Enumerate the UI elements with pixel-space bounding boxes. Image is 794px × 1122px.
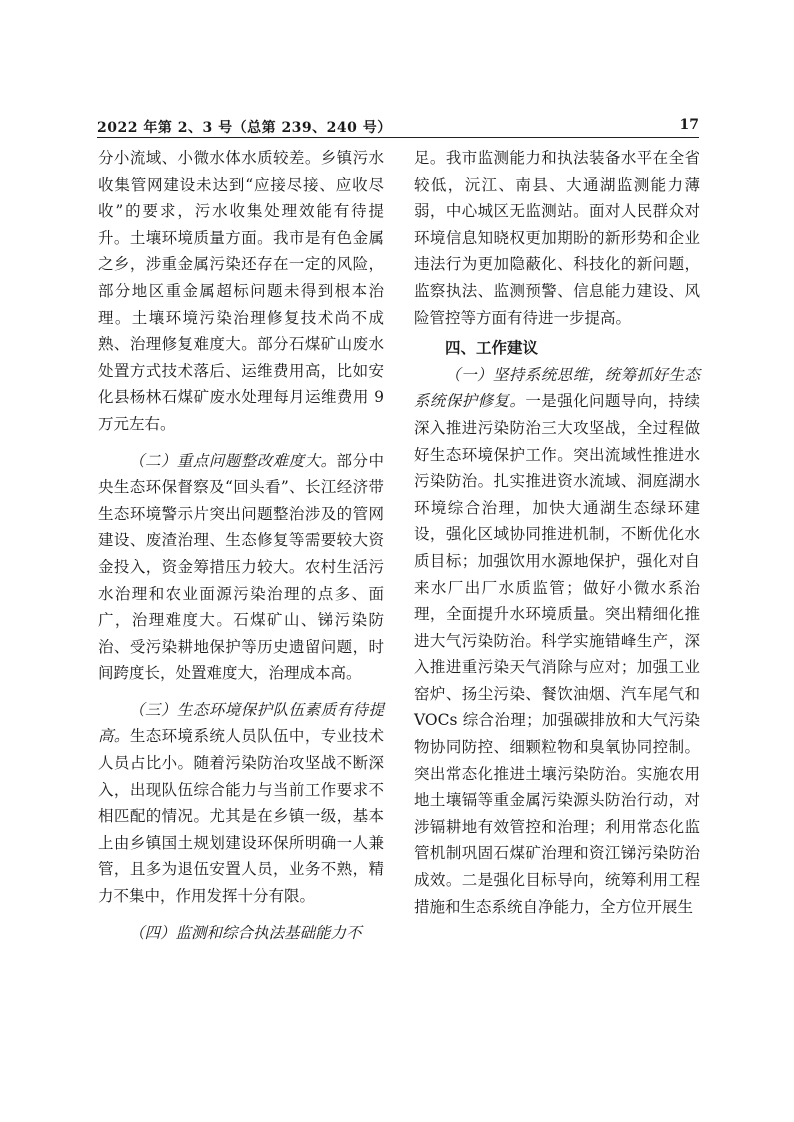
paragraph-body: 一是强化问题导向，持续深入推进污染防治三大攻坚战，全过程做好生态环境保护工作。突出流域性推进水污染防治。扎实推进资水流域、洞庭湖水环境综合治理，加快大通湖生态绿环建设，强化区域协同推进机制，不断优化水质目标；加强饮用水源地保护，强化对自来水厂出厂水质监管；做好小微水系治理，全面提升水环境质量。突出精细化推进大气污染防治。科学实施错峰生产，深入推进重污染天气消除与应对；加强工业窑炉、扬尘污染、餐饮油烟、汽车尾气和 VOCs 综合治理；加强碳排放和大气污染物协同防控、细颗粒物和臭氧协同控制。突出常态化推进土壤污染防治。实施农用地土壤镉等重金属污染源头防治行动，对涉镉耕地有效管控和治理；利用常态化监管机制巩固石煤矿治理和资江锑污染防治成效。二是强化目标导向，统筹利用工程措施和生态系统自净能力，全方位开展生: [414, 392, 700, 916]
paragraph: [98, 920, 384, 947]
page-number: 17: [679, 117, 699, 133]
paragraph-body: 生态环境系统人员队伍中，专业技术人员占比小。随着污染防治攻坚战不断深入，出现队伍综合能力与当前工作要求不相匹配的情况。尤其是在乡镇一级，基本上由乡镇国土规划建设环保所明确一人兼管，且多为退伍安置人员，业务不熟，精力不集中，作用发挥十分有限。: [98, 727, 384, 906]
subsection-heading: （二）重点问题整改难度大。: [129, 451, 337, 470]
subsection-heading: （四）监测和综合执法基础能力不: [129, 923, 362, 942]
paragraph: 分小流域、小微水体水质较差。乡镇污水收集管网建设未达到“应接尽接、应收尽收”的要求，污水收集处理效能有待提升。土壤环境质量方面。我市是有色金属之乡，涉重金属污染还存在一定的风险，部分地区重金属超标问题未得到根本治理。土壤环境污染治理修复技术尚不成熟、治理修复难度大。部分石煤矿山废水处置方式技术落后、运维费用高，比如安化县杨林石煤矿废水处理每月运维费用 9 万元左右。: [98, 149, 384, 433]
paragraph: [98, 448, 384, 687]
paragraph: [98, 697, 384, 910]
paragraph-body: 部分中央生态环保督察及“回头看”、长江经济带生态环境警示片突出问题整治涉及的管网建设、废渣治理、生态修复等需要较大资金投入，资金筹措压力较大。农村生活污水治理和农业面源污染治理的点多、面广，治理难度大。石煤矿山、锑污染防治、受污染耕地保护等历史遗留问题，时间跨度长，处置难度大，治理成本高。: [98, 451, 384, 683]
paragraph: 足。我市监测能力和执法装备水平在全省较低，沅江、南县、大通湖监测能力薄弱，中心城区无监测站。面对人民群众对环境信息知晓权更加期盼的新形势和企业违法行为更加隐蔽化、科技化的新问题，监察执法、监测预警、信息能力建设、风险管控等方面有待进一步提高。: [414, 149, 700, 327]
paragraph: [414, 362, 700, 920]
issue-label: 2022 年第 2、3 号（总第 239、240 号）: [97, 120, 392, 136]
left-column: [98, 145, 384, 946]
subsection-heading: （一）坚持系统思维，统筹抓好生态系统保护修复。: [414, 365, 700, 411]
right-column: [414, 145, 700, 920]
section-heading: 四、工作建议: [445, 338, 539, 358]
header-rule: [97, 137, 699, 138]
subsection-heading: （三）生态环境保护队伍素质有待提高。: [98, 700, 384, 746]
running-header: [97, 117, 699, 137]
